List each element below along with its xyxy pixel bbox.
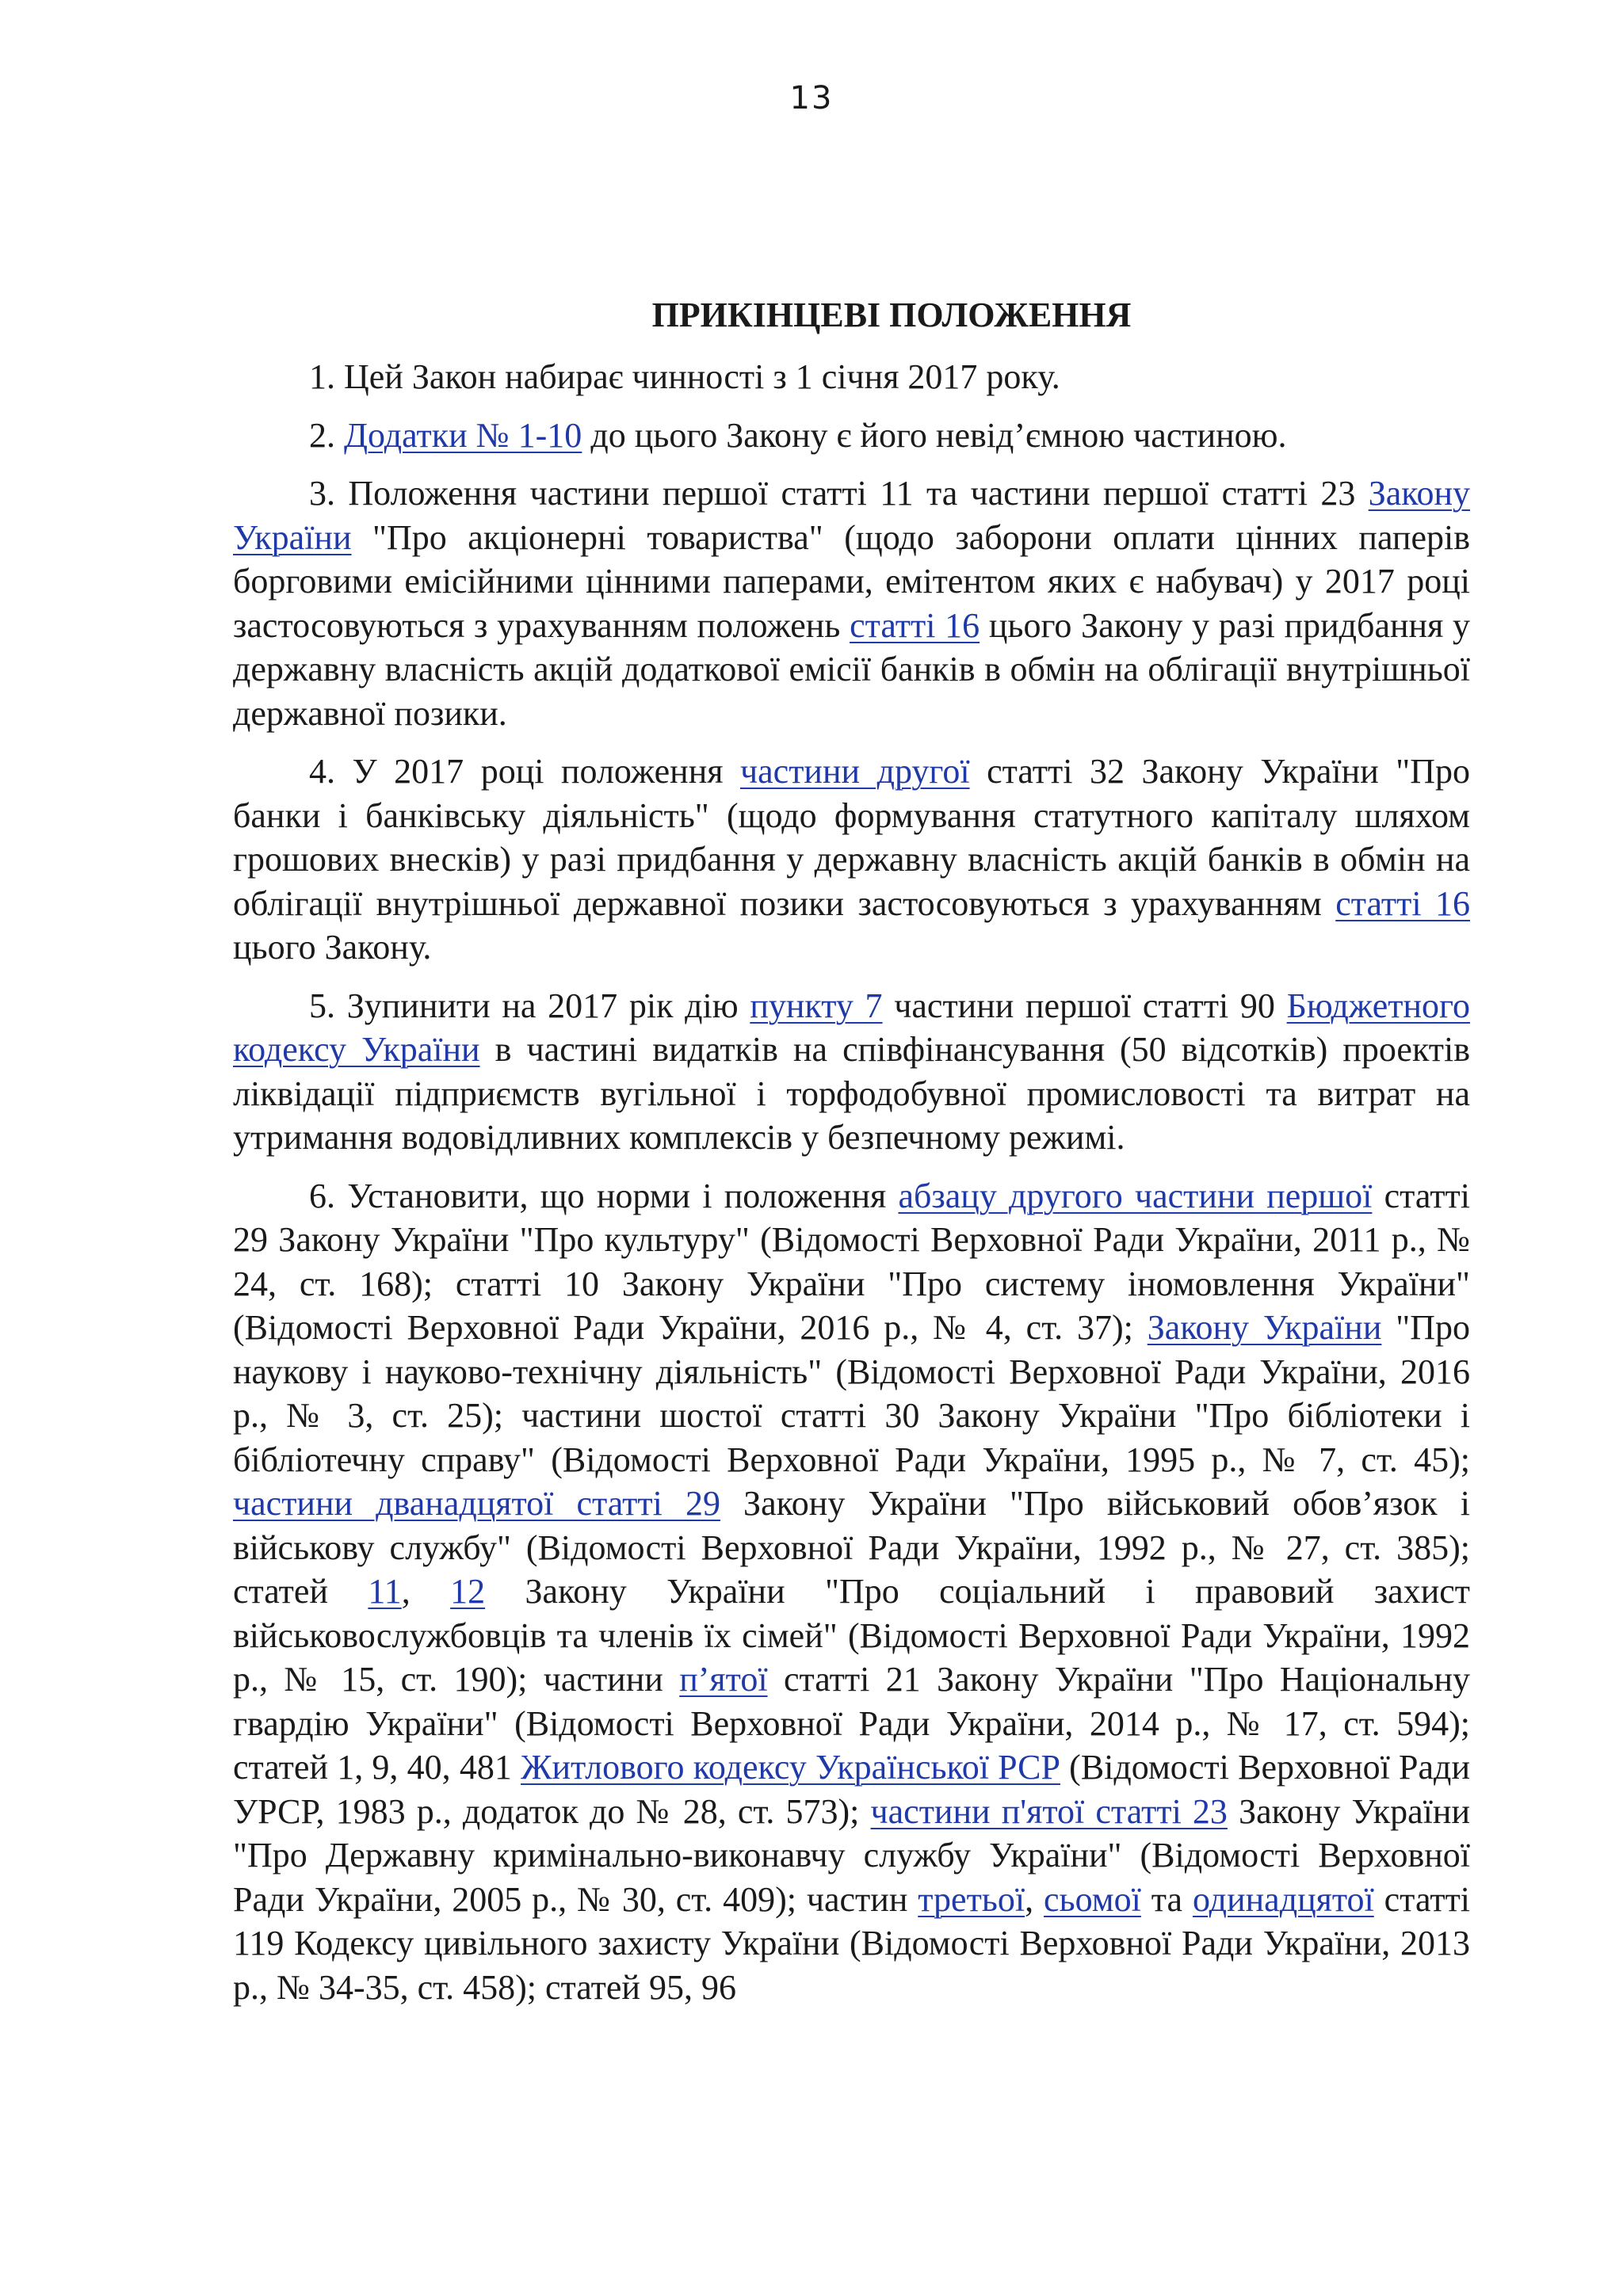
paragraph-text: 3. Положення частини першої статті 11 та частини першої статті 23 <box>309 474 1369 513</box>
link-part-twelve-article-29[interactable]: частини дванадцятої статті 29 <box>233 1484 720 1523</box>
paragraph-text: , <box>1025 1879 1044 1919</box>
link-paragraph-two-part-one[interactable]: абзацу другого частини першої <box>898 1176 1373 1215</box>
paragraph-text: в частині видатків на співфінансування (50 відсотків) проектів ліквідації підприємств вугільної і торфодобувної промисловості та витрат на утримання водовідливних комплексів у безпечному режимі. <box>233 1030 1470 1157</box>
paragraph-text: статті 29 Закону України "Про культуру" (Відомості Верховної Ради України, 2011 р., № 24, ст. 168); статті 10 Закону України "Про систему іномовлення України" (Відомості Верховної Ради України, 2016 р., № 4, ст. 37); <box>233 1176 1470 1347</box>
paragraph-1 <box>233 355 1470 399</box>
paragraph-2 <box>233 414 1470 458</box>
paragraph-text: цього Закону у разі придбання у державну власність акцій додаткової емісії банків в обмін на облігації внутрішньої державної позики. <box>233 605 1471 733</box>
paragraph-text: цього Закону. <box>233 928 432 967</box>
paragraph-text: Закону України "Про соціальний і правовий захист військовослужбовців та членів їх сімей" (Відомості Верховної Ради України, 1992 р., № 15, ст. 190); частини <box>233 1572 1470 1699</box>
paragraph-text: статті 32 Закону України "Про банки і банківську діяльність" (щодо формування статутного капіталу шляхом грошових внесків) у разі придбання у державну власність акцій банків в обмін на облігації внутрішньої державної позики застосовуються з урахуванням <box>233 752 1471 923</box>
link-part-two[interactable]: частини другої <box>740 752 970 791</box>
paragraph-5 <box>233 984 1470 1160</box>
page-number: 13 <box>789 80 834 116</box>
paragraph-text: 6. Установити, що норми і положення <box>309 1176 899 1215</box>
paragraph-3 <box>233 471 1470 735</box>
link-part-five-article-23[interactable]: частини п'ятої статті 23 <box>870 1791 1228 1831</box>
paragraph-text: Закону України "Про Державну кримінально-виконавчу службу України" (Відомості Верховної Ради України, 2005 р., № 30, ст. 409); частин <box>233 1791 1470 1919</box>
section-heading: ПРИКІНЦЕВІ ПОЛОЖЕННЯ <box>651 296 1132 334</box>
paragraph-text: статті 119 Кодексу цивільного захисту України (Відомості Верховної Ради України, 2013 р., № 34-35, ст. 458); статей 95, 96 <box>233 1879 1471 2007</box>
link-point-7[interactable]: пункту 7 <box>750 986 883 1025</box>
link-budget-code[interactable]: Бюджетного кодексу України <box>233 986 1470 1069</box>
paragraph-4 <box>233 749 1470 970</box>
paragraph-text: до цього Закону є його невід’ємною частиною. <box>582 415 1287 455</box>
paragraph-text: Закону України "Про військовий обов’язок і військову службу" (Відомості Верховної Ради України, 1992 р., № 27, ст. 385); статей <box>233 1484 1470 1611</box>
link-article-12[interactable]: 12 <box>450 1572 486 1611</box>
paragraph-text: 1. Цей Закон набирає чинності з 1 січня 2017 року. <box>309 357 1060 396</box>
paragraph-text: "Про наукову і науково-технічну діяльність" (Відомості Верховної Ради України, 2016 р., № 3, ст. 25); частини шостої статті 30 Закону України "Про бібліотеки і бібліотечну справу" (Відомості Верховної Ради України, 1995 р., № 7, ст. 45); <box>233 1308 1470 1479</box>
link-part-seven[interactable]: сьомої <box>1044 1879 1141 1919</box>
link-law-of-ukraine[interactable]: Закону України <box>233 474 1470 557</box>
link-part-eleven[interactable]: одинадцятої <box>1192 1879 1374 1919</box>
link-article-16[interactable]: статті 16 <box>850 605 980 645</box>
paragraph-text: та <box>1140 1879 1193 1919</box>
link-part-five[interactable]: п’ятої <box>679 1660 768 1699</box>
paragraph-text: , <box>401 1572 451 1611</box>
paragraph-text: 4. У 2017 році положення <box>309 752 740 791</box>
link-housing-code[interactable]: Житлового кодексу Української РСР <box>521 1748 1060 1787</box>
paragraph-6 <box>233 1174 1470 2010</box>
document-body <box>233 355 1470 2023</box>
paragraph-text: 5. Зупинити на 2017 рік дію <box>309 986 750 1025</box>
paragraph-text: частини першої статті 90 <box>882 986 1287 1025</box>
paragraph-text: "Про акціонерні товариства" (щодо заборони оплати цінних паперів борговими емісійними цінними паперами, емітентом яких є набувач) у 2017 році застосовуються з урахуванням положень <box>233 517 1470 645</box>
paragraph-text: статті 21 Закону України "Про Національну гвардію України" (Відомості Верховної Ради України, 2014 р., № 17, ст. 594); статей 1, 9, 40, 481 <box>233 1660 1470 1787</box>
link-article-11[interactable]: 11 <box>368 1572 402 1611</box>
paragraph-text: 2. <box>309 415 344 455</box>
link-part-three[interactable]: третьої <box>918 1879 1025 1919</box>
link-law-of-ukraine[interactable]: Закону України <box>1147 1308 1382 1347</box>
link-article-16[interactable]: статті 16 <box>1335 883 1470 923</box>
paragraph-text: (Відомості Верховної Ради УРСР, 1983 р., додаток до № 28, ст. 573); <box>233 1748 1470 1831</box>
link-appendices[interactable]: Додатки № 1-10 <box>344 415 582 455</box>
